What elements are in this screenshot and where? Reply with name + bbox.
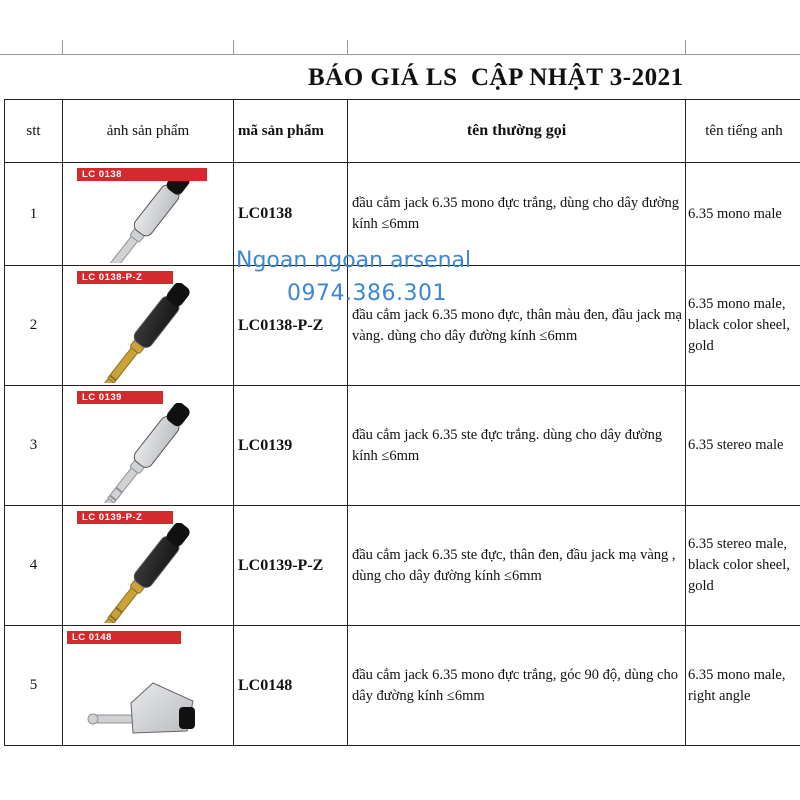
- table-row: [5, 506, 800, 626]
- column-divider: [347, 40, 348, 54]
- product-photo: [63, 267, 234, 385]
- header-english: tên tiếng anh: [686, 100, 800, 163]
- watermark-name: Ngoan ngoan arsenal: [236, 248, 472, 273]
- product-description: đầu cắm jack 6.35 mono đực trắng, dùng cho dây đường kính ≤6mm: [348, 163, 686, 266]
- header-stt: stt: [5, 100, 63, 163]
- row-number: 3: [5, 386, 63, 506]
- table-row: [5, 386, 800, 506]
- product-code: LC0148: [234, 626, 348, 746]
- product-code: LC0139-P-Z: [234, 506, 348, 626]
- header-code: mã sản phẩm: [234, 100, 348, 163]
- product-badge: LC 0148: [67, 631, 181, 644]
- product-image-cell: [63, 506, 234, 626]
- product-description: đầu cắm jack 6.35 ste đực, thân đen, đầu jack mạ vàng , dùng cho dây đường kính ≤6mm: [348, 506, 686, 626]
- product-english-name: 6.35 mono male: [686, 163, 800, 266]
- spreadsheet-column-strip: [0, 40, 800, 55]
- header-row: [5, 100, 800, 163]
- product-description: đầu cắm jack 6.35 ste đực trắng. dùng cho dây đường kính ≤6mm: [348, 386, 686, 506]
- column-divider: [233, 40, 234, 54]
- product-image-cell: [63, 626, 234, 746]
- product-photo: [63, 387, 234, 505]
- product-image-cell: [63, 163, 234, 266]
- table-row: [5, 626, 800, 746]
- product-photo: [63, 627, 234, 745]
- product-code: LC0138-P-Z: [234, 266, 348, 386]
- product-image-cell: [63, 386, 234, 506]
- page-title: BÁO GIÁ LS CẬP NHẬT 3-2021: [308, 64, 684, 91]
- row-number: 5: [5, 626, 63, 746]
- product-english-name: 6.35 stereo male, black color sheel, gold: [686, 506, 800, 626]
- product-description: đầu cắm jack 6.35 mono đực, thân màu đen, đầu jack mạ vàng. dùng cho dây đường kính ≤6mm: [348, 266, 686, 386]
- product-english-name: 6.35 stereo male: [686, 386, 800, 506]
- product-badge: LC 0138: [77, 168, 207, 181]
- row-number: 1: [5, 163, 63, 266]
- product-photo: [63, 164, 234, 265]
- watermark-phone: 0974.386.301: [287, 281, 447, 306]
- product-badge: LC 0139: [77, 391, 163, 404]
- header-name: tên thường gọi: [348, 100, 686, 163]
- row-number: 4: [5, 506, 63, 626]
- product-english-name: 6.35 mono male, right angle: [686, 626, 800, 746]
- product-badge: LC 0138-P-Z: [77, 271, 173, 284]
- product-code: LC0138: [234, 163, 348, 266]
- product-image-cell: [63, 266, 234, 386]
- header-image: ảnh sản phẩm: [63, 100, 234, 163]
- product-description: đầu cắm jack 6.35 mono đực trắng, góc 90 độ, dùng cho dây đường kính ≤6mm: [348, 626, 686, 746]
- price-table: [4, 99, 800, 746]
- column-divider: [685, 40, 686, 54]
- row-number: 2: [5, 266, 63, 386]
- title-row: [0, 58, 800, 98]
- product-code: LC0139: [234, 386, 348, 506]
- product-english-name: 6.35 mono male, black color sheel, gold: [686, 266, 800, 386]
- column-divider: [62, 40, 63, 54]
- product-badge: LC 0139-P-Z: [77, 511, 173, 524]
- product-photo: [63, 507, 234, 625]
